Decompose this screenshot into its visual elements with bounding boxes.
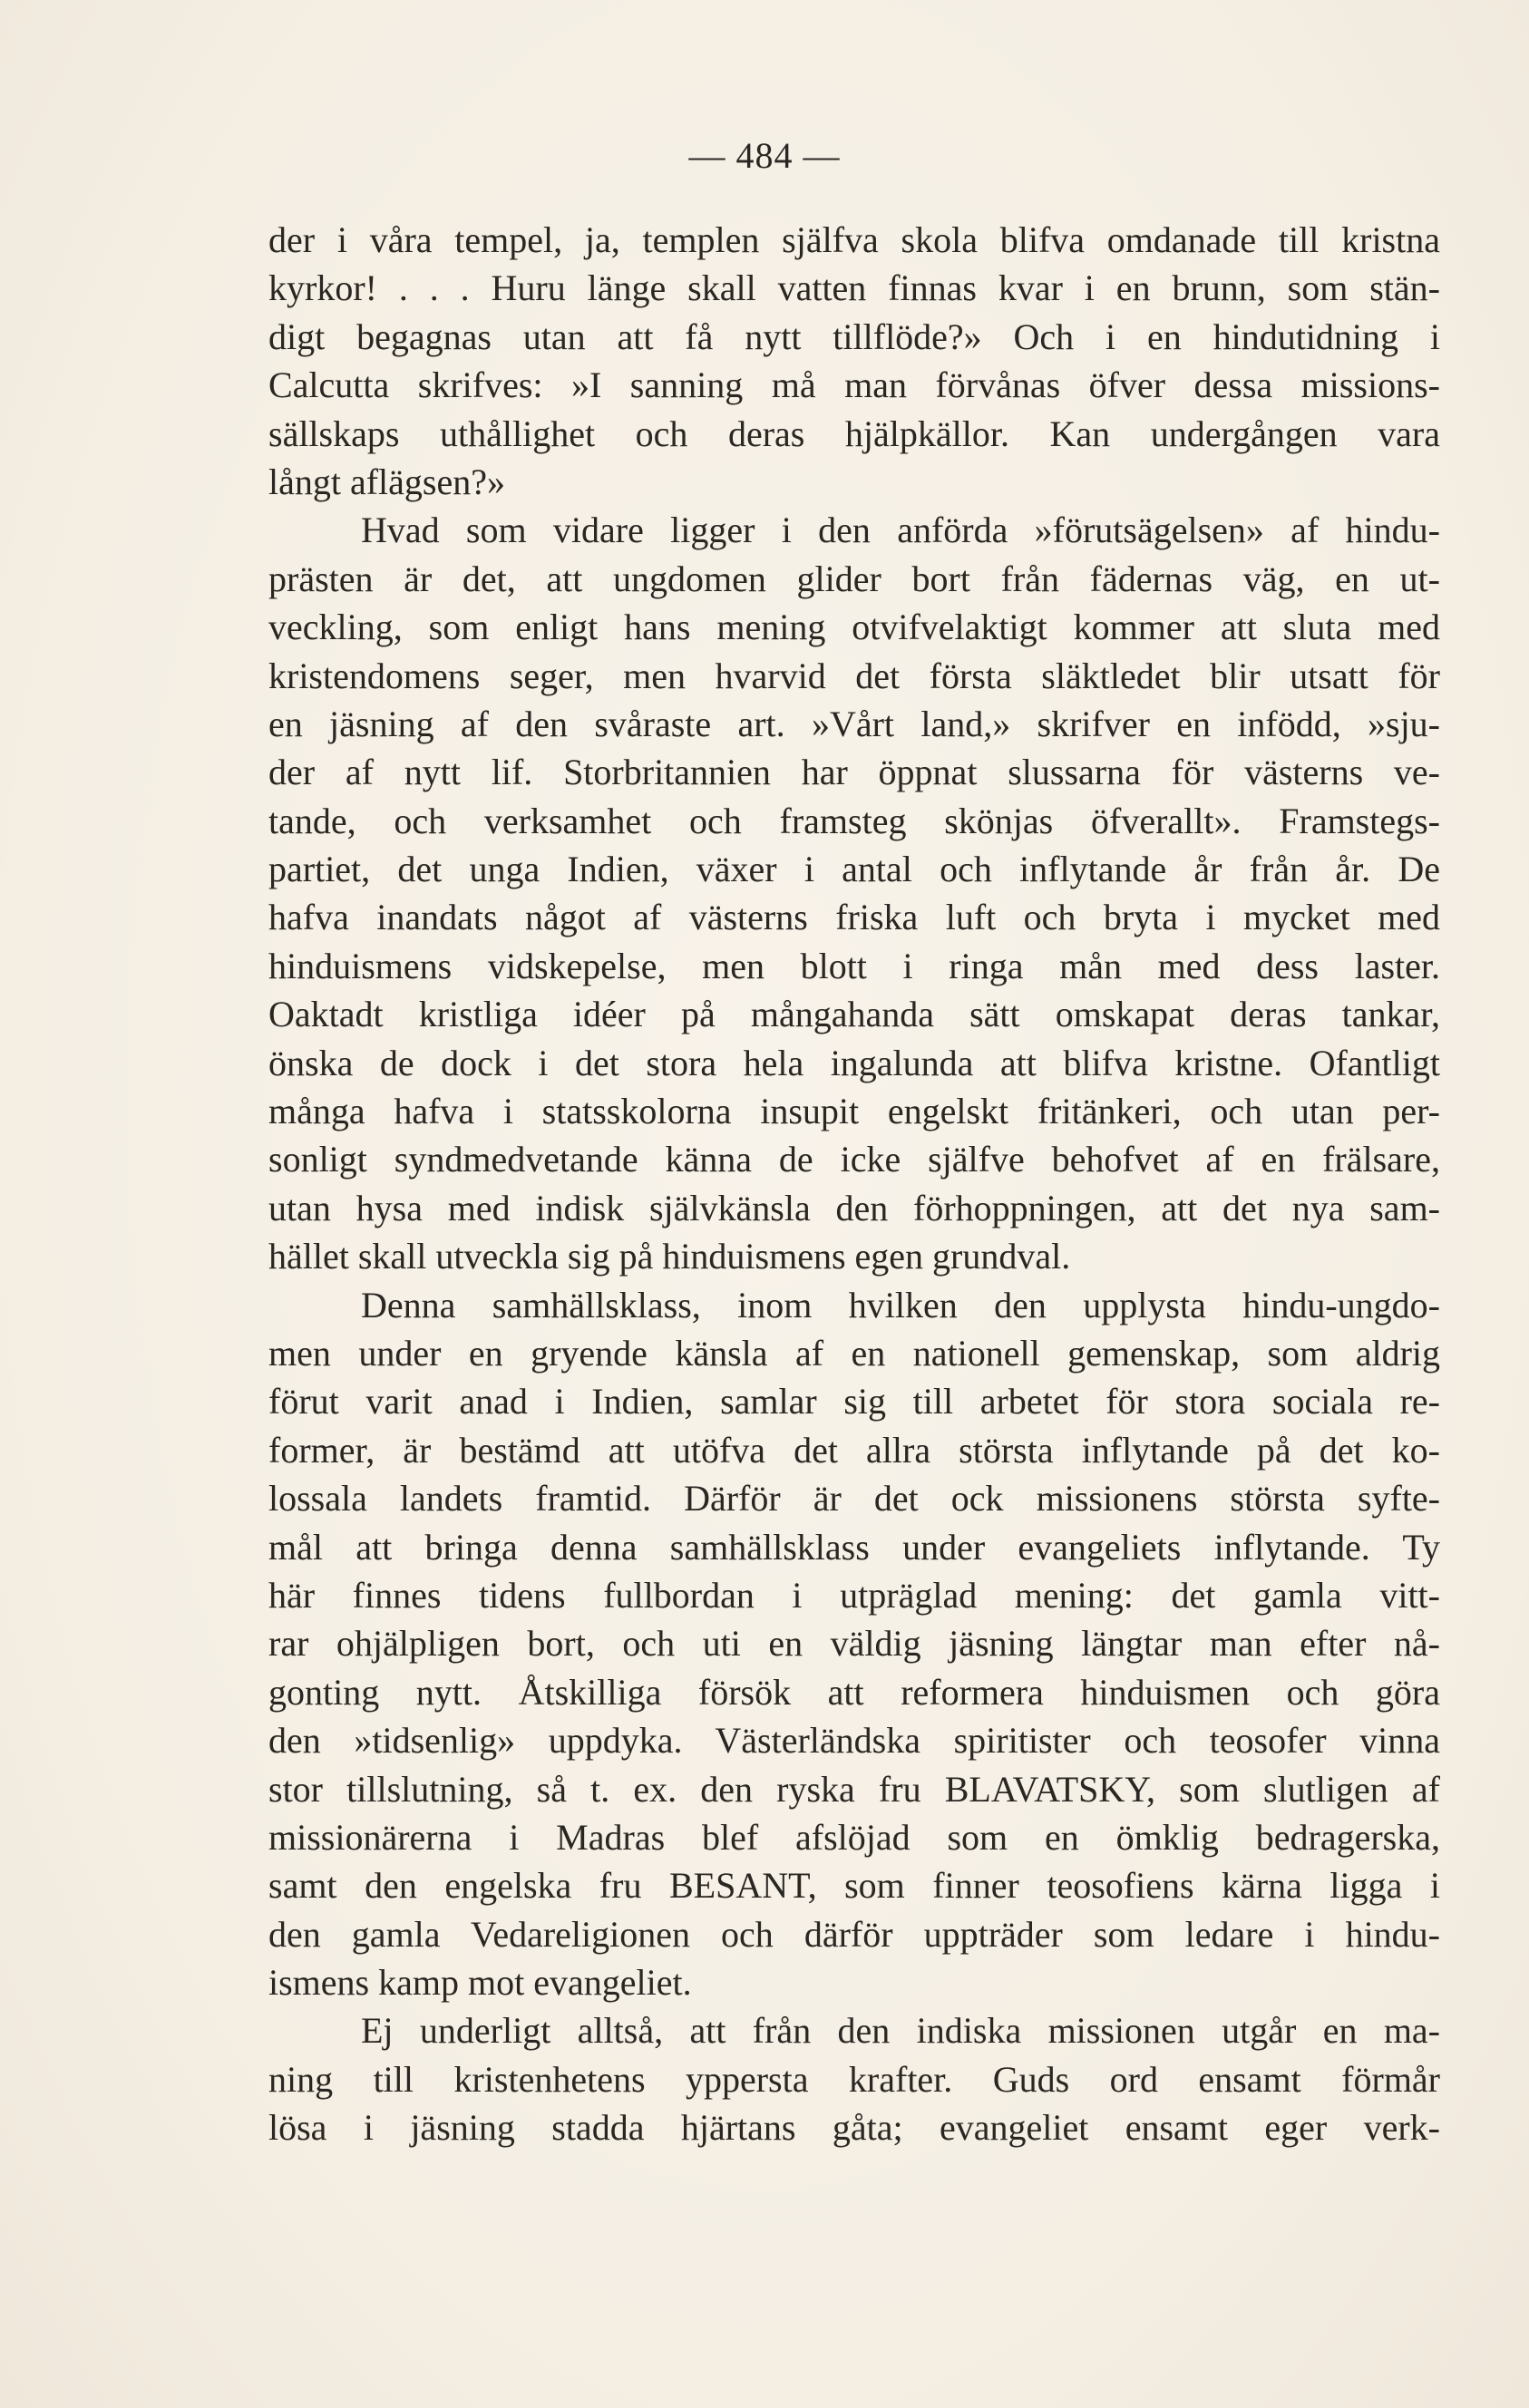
body-text	[268, 216, 1440, 2152]
text-line: men under en gryende känsla af en nationell gemenskap, som aldrig	[268, 1332, 1440, 1374]
text-line: hafva inandats något af västerns friska luft och bryta i mycket med	[268, 897, 1440, 938]
text-line: många hafva i statsskolorna insupit engelskt fritänkeri, och utan per-	[268, 1091, 1440, 1132]
text-line: rar ohjälpligen bort, och uti en väldig jäsning längtar man efter nå-	[268, 1623, 1440, 1665]
text-line: mål att bringa denna samhällsklass under evangeliets inflytande. Ty	[268, 1526, 1440, 1568]
text-line: förut varit anad i Indien, samlar sig till arbetet för stora sociala re-	[268, 1381, 1440, 1422]
text-line: tande, och verksamhet och framsteg skönjas öfverallt». Framstegs-	[268, 800, 1440, 841]
text-line: sonligt syndmedvetande känna de icke själfve behofvet af en frälsare,	[268, 1139, 1440, 1180]
text-line: ismens kamp mot evangeliet.	[268, 1962, 692, 2004]
text-line: den gamla Vedareligionen och därför uppträder som ledare i hindu-	[268, 1913, 1440, 1955]
text-line: kristendomens seger, men hvarvid det första släktledet blir utsatt för	[268, 655, 1440, 696]
text-line: Oaktadt kristliga idéer på mångahanda sätt omskapat deras tankar,	[268, 994, 1440, 1035]
text-line: prästen är det, att ungdomen glider bort från fädernas väg, en ut-	[268, 558, 1440, 599]
text-line: en jäsning af den svåraste art. »Vårt land,» skrifver en infödd, »sju-	[268, 703, 1440, 744]
text-line: stor tillslutning, så t. ex. den ryska fru BLAVATSKY, som slutligen af	[268, 1768, 1440, 1810]
text-line: gonting nytt. Åtskilliga försök att reformera hinduismen och göra	[268, 1671, 1440, 1713]
text-line: här finnes tidens fullbordan i utpräglad mening: det gamla vitt-	[268, 1574, 1440, 1616]
text-line: önska de dock i det stora hela ingalunda att blifva kristne. Ofantligt	[268, 1042, 1440, 1083]
text-line: utan hysa med indisk självkänsla den förhoppningen, att det nya sam-	[268, 1187, 1440, 1228]
text-line: former, är bestämd att utöfva det allra största inflytande på det ko-	[268, 1429, 1440, 1471]
text-line: der i våra tempel, ja, templen själfva skola blifva omdanade till kristna	[268, 219, 1440, 260]
text-line: samt den engelska fru BESANT, som finner teosofiens kärna ligga i	[268, 1865, 1440, 1907]
text-line: lösa i jäsning stadda hjärtans gåta; evangeliet ensamt eger verk-	[268, 2107, 1440, 2149]
text-line: ning till kristenhetens yppersta krafter. Guds ord ensamt förmår	[268, 2058, 1440, 2100]
text-line: den »tidsenlig» uppdyka. Västerländska spiritister och teosofer vinna	[268, 1720, 1440, 1762]
text-line: Denna samhällsklass, inom hvilken den upplysta hindu-ungdo-	[361, 1284, 1440, 1325]
text-line: veckling, som enligt hans mening otvifvelaktigt kommer att sluta med	[268, 607, 1440, 648]
text-line: sällskaps uthållighet och deras hjälpkällor. Kan undergången vara	[268, 413, 1440, 454]
text-line: Hvad som vidare ligger i den anförda »förutsägelsen» af hindu-	[361, 510, 1440, 551]
text-line: kyrkor! . . . Huru länge skall vatten finnas kvar i en brunn, som stän-	[268, 267, 1440, 309]
text-line: missionärerna i Madras blef afslöjad som en ömklig bedragerska,	[268, 1816, 1440, 1858]
page-number: — 484 —	[688, 135, 841, 176]
text-line: partiet, det unga Indien, växer i antal och inflytande år från år. De	[268, 849, 1440, 890]
text-line: lossala landets framtid. Därför är det ock missionens största syfte-	[268, 1478, 1440, 1520]
text-line: der af nytt lif. Storbritannien har öppnat slussarna för västerns ve-	[268, 752, 1440, 793]
text-line: digt begagnas utan att få nytt tillflöde?» Och i en hindutidning i	[268, 316, 1440, 357]
text-line: hinduismens vidskepelse, men blott i ringa mån med dess laster.	[268, 945, 1440, 986]
text-line: hället skall utveckla sig på hinduismens egen grundval.	[268, 1236, 1071, 1277]
text-line: Ej underligt alltså, att från den indiska missionen utgår en ma-	[361, 2010, 1440, 2052]
text-line: Calcutta skrifves: »I sanning må man förvånas öfver dessa missions-	[268, 364, 1440, 406]
text-line: långt aflägsen?»	[268, 461, 505, 502]
